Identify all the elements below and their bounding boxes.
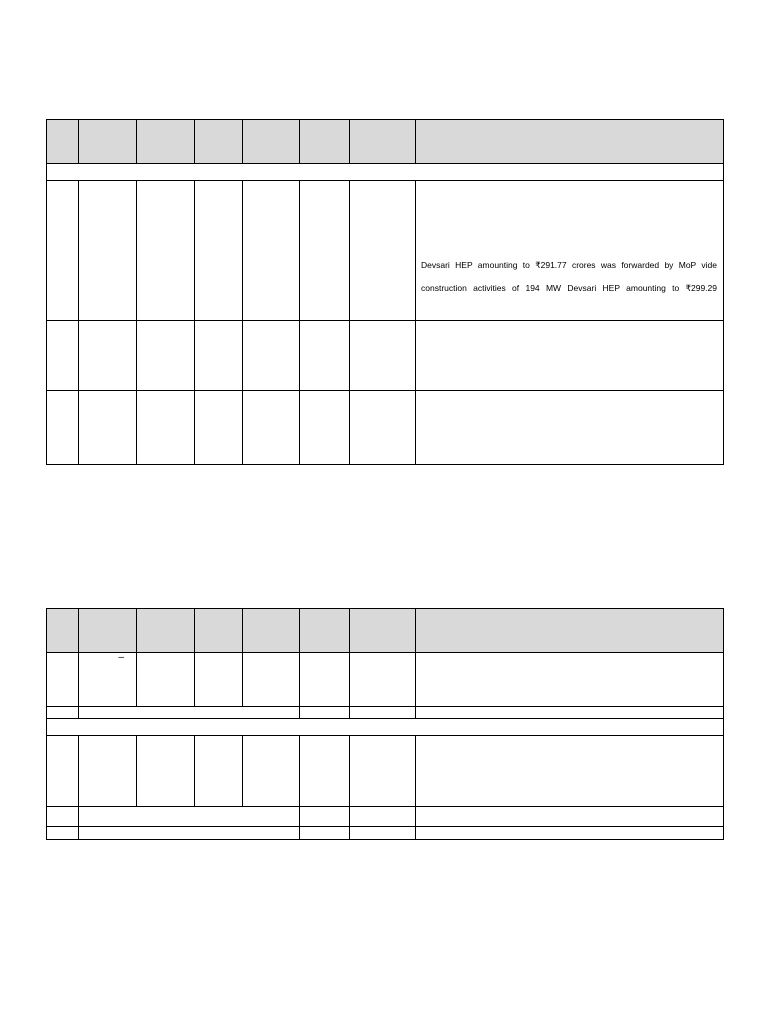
table-cell xyxy=(47,653,79,707)
table-cell xyxy=(137,181,195,321)
table-cell xyxy=(300,736,350,807)
description-cell xyxy=(416,321,724,391)
projects-table-1 xyxy=(46,119,724,465)
header-cell xyxy=(47,609,79,653)
header-cell xyxy=(47,120,79,164)
table-cell xyxy=(243,321,300,391)
table-cell xyxy=(300,707,350,719)
table-header-row xyxy=(47,120,724,164)
table-cell xyxy=(47,827,79,840)
table-cell xyxy=(350,807,416,827)
table-cell xyxy=(47,321,79,391)
header-cell xyxy=(416,609,724,653)
table-cell xyxy=(47,707,79,719)
merged-cell xyxy=(79,707,300,719)
merged-cell xyxy=(79,827,300,840)
table-cell xyxy=(416,827,724,840)
table-cell xyxy=(350,391,416,465)
table-row xyxy=(47,736,724,807)
table-cell xyxy=(350,707,416,719)
header-cell xyxy=(137,120,195,164)
table-cell xyxy=(195,391,243,465)
table-cell xyxy=(137,391,195,465)
table-cell xyxy=(47,391,79,465)
header-cell xyxy=(350,120,416,164)
table-cell xyxy=(195,736,243,807)
table-cell xyxy=(350,181,416,321)
table-cell xyxy=(79,321,137,391)
section-row xyxy=(47,164,724,181)
table-cell xyxy=(137,736,195,807)
table-cell xyxy=(350,736,416,807)
header-cell xyxy=(243,120,300,164)
table-cell xyxy=(47,181,79,321)
table-cell xyxy=(243,736,300,807)
section-cell xyxy=(47,164,724,181)
subtotal-row xyxy=(47,807,724,827)
projects-table-2 xyxy=(46,608,724,840)
section-row xyxy=(47,719,724,736)
table-cell xyxy=(195,181,243,321)
table-cell xyxy=(195,321,243,391)
table-cell xyxy=(300,391,350,465)
table-row xyxy=(47,391,724,465)
table-cell xyxy=(350,321,416,391)
table-row xyxy=(47,653,724,707)
table-cell xyxy=(300,807,350,827)
table-cell xyxy=(137,653,195,707)
table-cell xyxy=(79,391,137,465)
description-cell xyxy=(416,653,724,707)
table-cell xyxy=(300,321,350,391)
table-row xyxy=(47,181,724,321)
table-cell xyxy=(350,827,416,840)
header-cell xyxy=(350,609,416,653)
header-cell xyxy=(195,609,243,653)
header-cell xyxy=(416,120,724,164)
header-cell xyxy=(243,609,300,653)
dash-mark: – xyxy=(118,652,124,663)
header-cell xyxy=(137,609,195,653)
description-line: construction activities of 194 MW Devsari HEP amounting to ₹299.29 xyxy=(421,283,717,293)
header-cell xyxy=(79,120,137,164)
description-line: Devsari HEP amounting to ₹291.77 crores was forwarded by MoP vide xyxy=(421,260,717,270)
description-cell xyxy=(416,181,724,321)
table-cell xyxy=(137,321,195,391)
merged-cell xyxy=(79,807,300,827)
table-cell xyxy=(350,653,416,707)
table-cell xyxy=(79,736,137,807)
description-cell xyxy=(416,391,724,465)
table-cell xyxy=(416,807,724,827)
table-cell xyxy=(300,181,350,321)
header-cell xyxy=(300,120,350,164)
header-cell xyxy=(195,120,243,164)
table-cell xyxy=(416,707,724,719)
table-cell xyxy=(300,827,350,840)
table-cell xyxy=(79,653,137,707)
description-cell xyxy=(416,736,724,807)
table-cell xyxy=(195,653,243,707)
table-row xyxy=(47,321,724,391)
table-header-row xyxy=(47,609,724,653)
header-cell xyxy=(79,609,137,653)
table-cell xyxy=(243,181,300,321)
section-cell xyxy=(47,719,724,736)
table-cell xyxy=(47,736,79,807)
table-cell xyxy=(243,653,300,707)
table-cell xyxy=(300,653,350,707)
table-cell xyxy=(79,181,137,321)
table-cell xyxy=(47,807,79,827)
total-row xyxy=(47,827,724,840)
table-cell xyxy=(243,391,300,465)
header-cell xyxy=(300,609,350,653)
subtotal-row xyxy=(47,707,724,719)
